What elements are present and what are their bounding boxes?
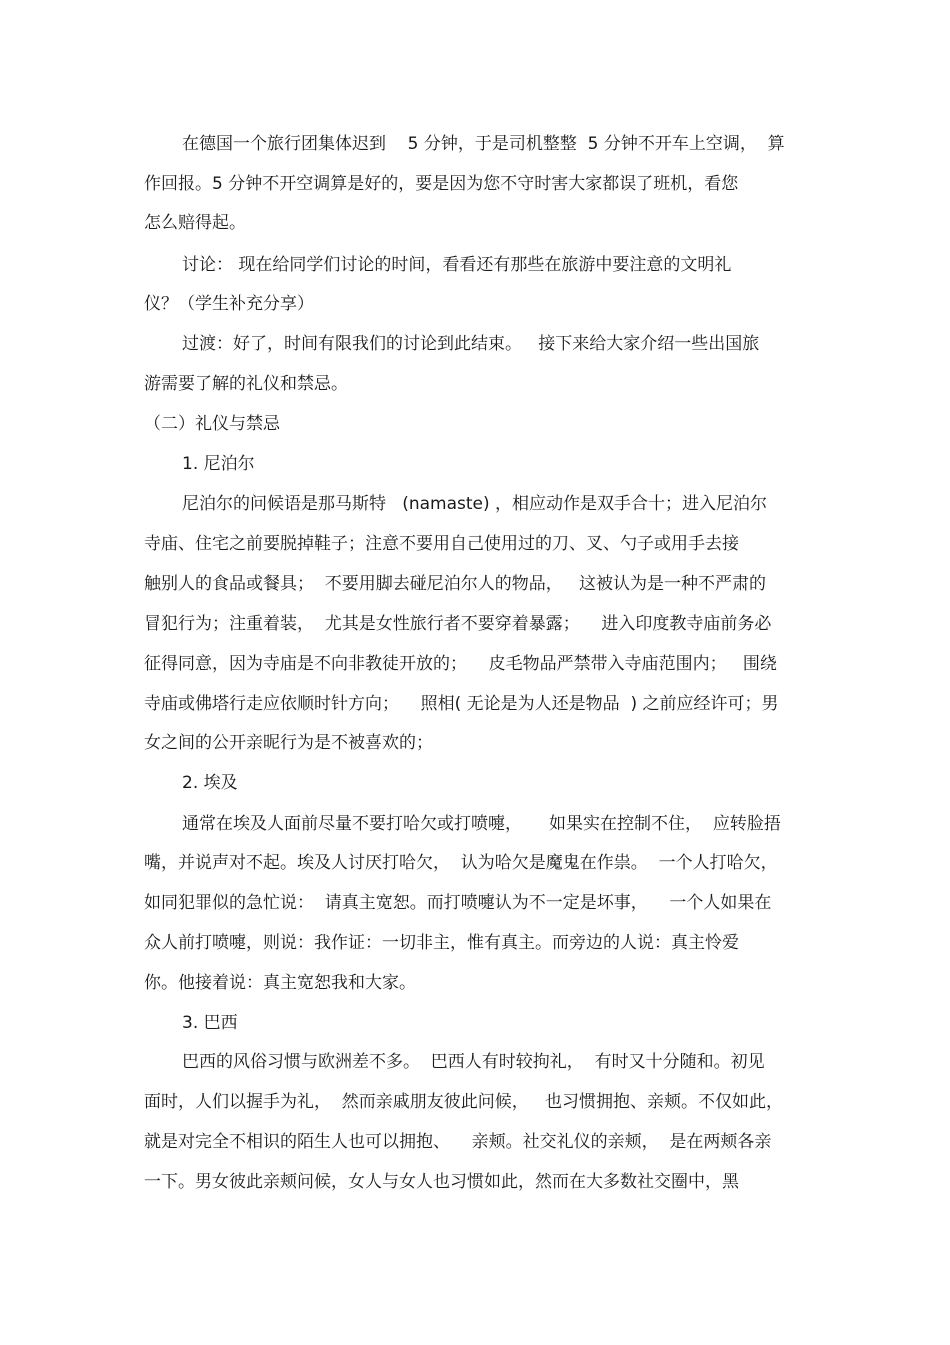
text-line: 征得同意，因为寺庙是不向非教徒开放的； 皮毛物品严禁带入寺庙范围内； 围绕 bbox=[144, 654, 777, 674]
text-line: 一下。男女彼此亲颊问候，女人与女人也习惯如此，然而在大多数社交圈中，黑 bbox=[144, 1172, 739, 1192]
text-line: 众人前打喷嚏，则说：我作证：一切非主，惟有真主。而旁边的人说：真主怜爱 bbox=[144, 933, 739, 953]
text-line: 尼泊尔的问候语是那马斯特 (namaste) ，相应动作是双手合十；进入尼泊尔 bbox=[182, 494, 768, 514]
text-line: 女之间的公开亲昵行为是不被喜欢的； bbox=[144, 733, 433, 753]
text-line: 巴西的风俗习惯与欧洲差不多。 巴西人有时较拘礼， 有时又十分随和。初见 bbox=[182, 1052, 765, 1072]
text-line: 就是对完全不相识的陌生人也可以拥抱、 亲颊。社交礼仪的亲颊， 是在两颊各亲 bbox=[144, 1132, 772, 1152]
subsection-heading: 3. 巴西 bbox=[182, 1013, 238, 1033]
text-line: 仪？（学生补充分享） bbox=[144, 294, 314, 314]
text-line: 触别人的食品或餐具； 不要用脚去碰尼泊尔人的物品， 这被认为是一种不严肃的 bbox=[144, 574, 767, 594]
text-line: 如同犯罪似的急忙说： 请真主宽恕。而打喷嚏认为不一定是坏事， 一个人如果在 bbox=[144, 893, 772, 913]
text-line: 面时，人们以握手为礼， 然而亲戚朋友彼此问候， 也习惯拥抱、亲颊。不仅如此， bbox=[144, 1092, 784, 1112]
subsection-heading: 2. 埃及 bbox=[182, 773, 238, 793]
text-line: 游需要了解的礼仪和禁忌。 bbox=[144, 374, 348, 394]
text-line: 过渡：好了，时间有限我们的讨论到此结束。 接下来给大家介绍一些出国旅 bbox=[182, 334, 760, 354]
subsection-heading: 1. 尼泊尔 bbox=[182, 454, 255, 474]
text-line: 寺庙或佛塔行走应依顺时针方向； 照相( 无论是为人还是物品 ) 之前应经许可；男 bbox=[144, 694, 779, 714]
text-line: 怎么赔得起。 bbox=[144, 213, 246, 233]
text-line: 寺庙、住宅之前要脱掉鞋子；注意不要用自己使用过的刀、叉、勺子或用手去接 bbox=[144, 534, 739, 554]
section-heading: （二）礼仪与禁忌 bbox=[144, 414, 280, 434]
text-line: 在德国一个旅行团集体迟到 5 分钟，于是司机整整 5 分钟不开车上空调， 算 bbox=[182, 134, 785, 154]
text-line: 你。他接着说：真主宽恕我和大家。 bbox=[144, 973, 416, 993]
text-line: 讨论： 现在给同学们讨论的时间，看看还有那些在旅游中要注意的文明礼 bbox=[182, 255, 732, 275]
text-line: 嘴，并说声对不起。埃及人讨厌打哈欠， 认为哈欠是魔鬼在作祟。 一个人打哈欠， bbox=[144, 853, 778, 873]
text-line: 冒犯行为；注重着装， 尤其是女性旅行者不要穿着暴露； 进入印度教寺庙前务必 bbox=[144, 614, 772, 634]
text-line: 作回报。5 分钟不开空调算是好的，要是因为您不守时害大家都误了班机，看您 bbox=[144, 174, 739, 194]
text-line: 通常在埃及人面前尽量不要打哈欠或打喷嚏， 如果实在控制不住， 应转脸捂 bbox=[182, 814, 781, 834]
